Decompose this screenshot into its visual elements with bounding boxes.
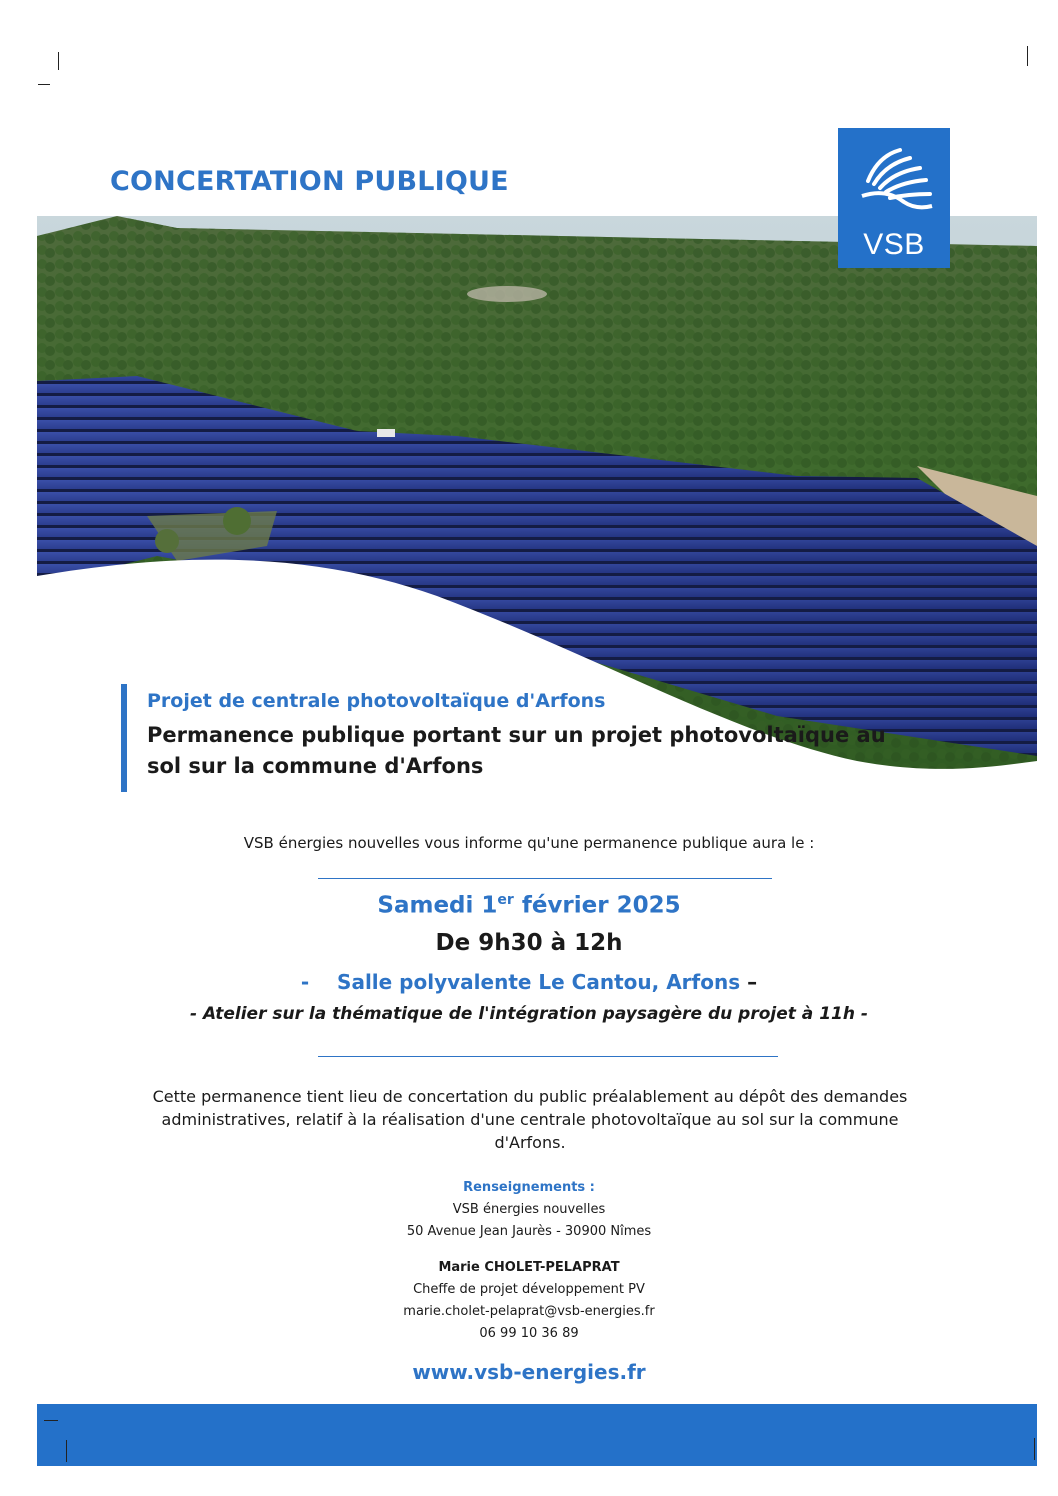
crop-mark [1027, 46, 1028, 66]
contact-company: VSB énergies nouvelles [452, 1202, 606, 1217]
venue-dash: – [747, 970, 758, 994]
footer-bar [37, 1404, 1037, 1466]
date-suffix: février 2025 [513, 892, 681, 919]
website-link[interactable]: www.vsb-energies.fr [412, 1360, 646, 1384]
event-date [0, 892, 1058, 919]
contact-role: Cheffe de projet développement PV [413, 1282, 645, 1297]
project-title: Projet de centrale photovoltaïque d'Arfons [147, 690, 606, 712]
divider-top [318, 878, 772, 879]
contact-email[interactable]: marie.cholet-pelaprat@vsb-energies.fr [403, 1304, 655, 1319]
contact-address: 50 Avenue Jean Jaurès - 30900 Nîmes [406, 1224, 652, 1239]
intro-text: VSB énergies nouvelles vous informe qu'une permanence publique aura le : [243, 834, 815, 852]
sun-wave-icon [838, 136, 950, 226]
date-sup: er [497, 892, 514, 908]
venue-text: - Salle polyvalente Le Cantou, Arfons [300, 970, 748, 994]
project-subtitle: Permanence publique portant sur un projet photovoltaïque au sol sur la commune d'Arfons [147, 723, 886, 778]
crop-mark [66, 1440, 67, 1462]
divider-bottom [318, 1056, 778, 1057]
contact-name: Marie CHOLET-PELAPRAT [438, 1260, 620, 1275]
contact-label: Renseignements : [463, 1180, 595, 1195]
accent-bar [121, 684, 127, 792]
vsb-logo [838, 128, 950, 268]
workshop-text: - Atelier sur la thématique de l'intégration paysagère du projet à 11h - [190, 1004, 868, 1024]
logo-text: VSB [863, 228, 925, 261]
contact-phone: 06 99 10 36 89 [479, 1326, 579, 1341]
crop-mark [44, 1420, 58, 1421]
crop-mark [58, 52, 59, 70]
date-prefix: Samedi 1 [377, 892, 498, 919]
crop-mark [38, 84, 50, 85]
event-venue [0, 970, 1058, 994]
page-title: CONCERTATION PUBLIQUE [110, 166, 509, 197]
crop-mark [1034, 1438, 1035, 1460]
event-time: De 9h30 à 12h [435, 930, 623, 956]
body-paragraph: Cette permanence tient lieu de concertation du public préalablement au dépôt des demandes administratives, relatif à la réalisation d'une centrale photovoltaïque au sol sur la commune d'Arfons. [152, 1087, 908, 1152]
